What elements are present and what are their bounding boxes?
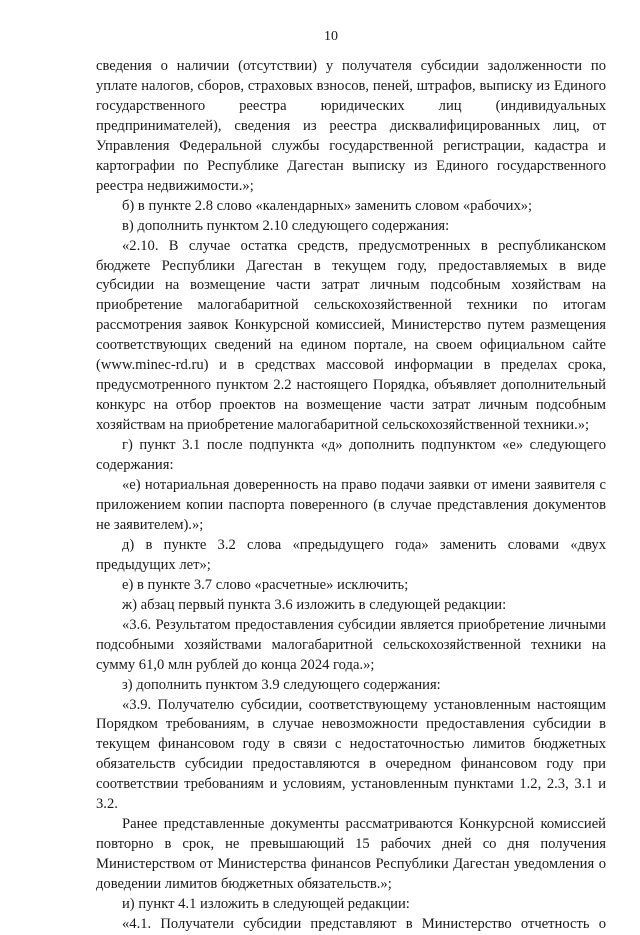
paragraph: «4.1. Получатели субсидии представляют в Министерство отчетность о xyxy=(122,915,606,932)
paragraph: «3.9. Получателю субсидии, соответствующему установленным настоящим Порядком требованиям, в случае невозможности предоставления субсидии в текущем финансовом году в связи с недостаточностью лимитов бюджетных обязательств субсидии предоставляются в очередном финансовом году при соответствии требованиям и условиям, установленным пунктами 1.2, 2.3, 3.1 и 3.2. xyxy=(96,696,606,813)
paragraph: г) пункт 3.1 после подпункта «д» дополнить подпунктом «е» следующего содержания: xyxy=(96,437,606,474)
paragraph: е) в пункте 3.7 слово «расчетные» исключить; xyxy=(122,576,409,593)
paragraph: и) пункт 4.1 изложить в следующей редакции: xyxy=(122,896,410,913)
paragraph: з) дополнить пунктом 3.9 следующего содержания: xyxy=(122,676,441,693)
paragraph: в) дополнить пунктом 2.10 следующего содержания: xyxy=(122,217,450,234)
paragraph: б) в пункте 2.8 слово «календарных» заменить словом «рабочих»; xyxy=(122,197,533,214)
paragraph: д) в пункте 3.2 слова «предыдущего года» заменить словами «двух предыдущих лет»; xyxy=(96,536,606,573)
paragraph: «е) нотариальная доверенность на право подачи заявки от имени заявителя с приложением копии паспорта поверенного (в случае представления документов не заявителем).»; xyxy=(96,477,606,533)
page-number: 10 xyxy=(324,29,338,44)
paragraph: ж) абзац первый пункта 3.6 изложить в следующей редакции: xyxy=(122,596,507,613)
paragraph: «2.10. В случае остатка средств, предусмотренных в республиканском бюджете Республики Дагестан в текущем году, предоставляемых в виде субсидии на возмещение части затрат личным подсобным хозяйствам на приобретение малогабаритной сельскохозяйственной техники по итогам рассмотрения заявок Конкурсной комиссией, Министерство путем размещения соответствующих сведений на едином портале, на своем официальном сайте (www.minec-rd.ru) и в средствах массовой информации в пределах срока, предусмотренного пунктом 2.2 настоящего Порядка, объявляет дополнительный конкурс на отбор проектов на возмещение части затрат личным подсобным хозяйствам на приобретение малогабаритной сельскохозяйственной техники.»; xyxy=(96,237,606,434)
paragraph: сведения о наличии (отсутствии) у получателя субсидии задолженности по уплате налогов, сборов, страховых взносов, пеней, штрафов, выписку из Единого государственного реестра юридических лиц (индивидуальных предпринимателей), сведения из реестра дисквалифицированных лиц, от Управления Федеральной службы государственной регистрации, кадастра и картографии по Республике Дагестан выписку из Единого государственного реестра недвижимости.»; xyxy=(96,58,606,194)
paragraph: «3.6. Результатом предоставления субсидии является приобретение личными подсобными хозяйствами малогабаритной сельскохозяйственной техники на сумму 61,0 млн рублей до конца 2024 года.»; xyxy=(96,616,606,673)
paragraph: Ранее представленные документы рассматриваются Конкурсной комиссией повторно в срок, не превышающий 15 рабочих дней со дня получения Министерством от Министерства финансов Республики Дагестан уведомления о доведении лимитов бюджетных обязательств.»; xyxy=(96,816,606,893)
document-body xyxy=(96,57,606,935)
